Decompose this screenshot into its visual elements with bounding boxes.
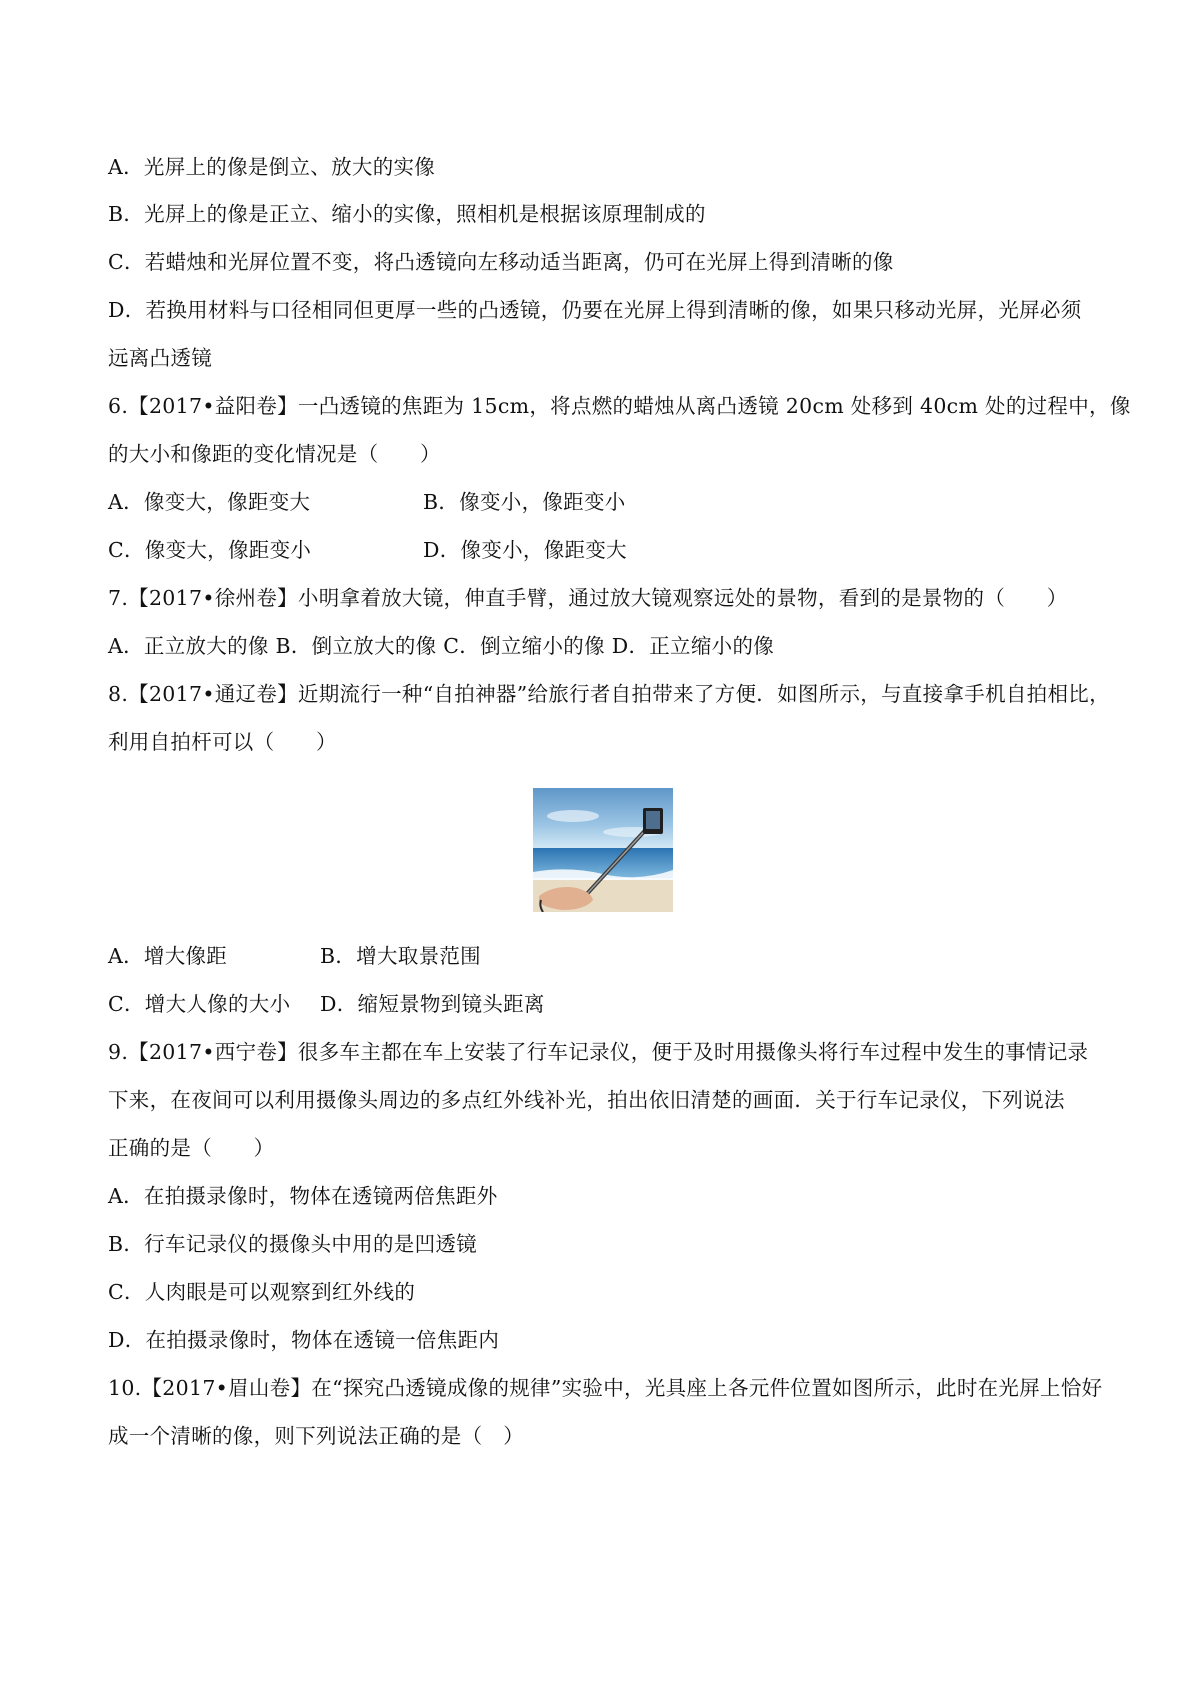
q9-option-d: D．在拍摄录像时，物体在透镜一倍焦距内 (108, 1328, 500, 1352)
q8-stem-line2: 利用自拍杆可以（ ） (108, 730, 337, 754)
q5-option-c: C．若蜡烛和光屏位置不变，将凸透镜向左移动适当距离，仍可在光屏上得到清晰的像 (108, 250, 894, 274)
selfie-stick-photo (533, 788, 673, 912)
q5-option-b: B．光屏上的像是正立、缩小的实像，照相机是根据该原理制成的 (108, 202, 706, 226)
q9-stem-line2: 下来，在夜间可以利用摄像头周边的多点红外线补光，拍出依旧清楚的画面．关于行车记录仪，下列说法 (108, 1088, 1065, 1112)
q9-option-b: B．行车记录仪的摄像头中用的是凹透镜 (108, 1232, 477, 1256)
q8-option-a: A．增大像距 (108, 944, 228, 968)
q6-option-a: A．像变大，像距变大 (108, 490, 311, 514)
selfie-stick-illustration (533, 788, 673, 912)
q9-stem-line3: 正确的是（ ） (108, 1136, 275, 1160)
q8-option-c: C．增大人像的大小 (108, 992, 291, 1016)
q8-option-b: B．增大取景范围 (320, 944, 481, 968)
q5-option-a: A．光屏上的像是倒立、放大的实像 (108, 155, 436, 179)
q6-option-d: D．像变小，像距变大 (423, 538, 627, 562)
q5-option-d-line1: D．若换用材料与口径相同但更厚一些的凸透镜，仍要在光屏上得到清晰的像，如果只移动光屏，光屏必须 (108, 298, 1082, 322)
q6-stem-line2: 的大小和像距的变化情况是（ ） (108, 442, 441, 466)
q5-option-d-line2: 远离凸透镜 (108, 346, 212, 370)
q9-option-c: C．人肉眼是可以观察到红外线的 (108, 1280, 416, 1304)
q6-option-b: B．像变小，像距变小 (423, 490, 626, 514)
q6-stem-line1: 6.【2017•益阳卷】一凸透镜的焦距为 15cm，将点燃的蜡烛从离凸透镜 20cm 处移到 40cm 处的过程中，像 (108, 394, 1131, 418)
q10-stem-line1: 10.【2017•眉山卷】在“探究凸透镜成像的规律”实验中，光具座上各元件位置如图所示，此时在光屏上恰好 (108, 1376, 1103, 1400)
q7-stem: 7.【2017•徐州卷】小明拿着放大镜，伸直手臂，通过放大镜观察远处的景物，看到的是景物的（ ） (108, 586, 1068, 610)
q6-option-c: C．像变大，像距变小 (108, 538, 312, 562)
q7-options: A．正立放大的像 B．倒立放大的像 C．倒立缩小的像 D．正立缩小的像 (108, 634, 775, 658)
q9-stem-line1: 9.【2017•西宁卷】很多车主都在车上安装了行车记录仪，便于及时用摄像头将行车过程中发生的事情记录 (108, 1040, 1089, 1064)
q8-option-d: D．缩短景物到镜头距离 (320, 992, 545, 1016)
q9-option-a: A．在拍摄录像时，物体在透镜两倍焦距外 (108, 1184, 498, 1208)
q10-stem-line2: 成一个清晰的像，则下列说法正确的是（ ） (108, 1424, 524, 1448)
q8-stem-line1: 8.【2017•通辽卷】近期流行一种“自拍神器”给旅行者自拍带来了方便．如图所示，与直接拿手机自拍相比， (108, 682, 1110, 706)
